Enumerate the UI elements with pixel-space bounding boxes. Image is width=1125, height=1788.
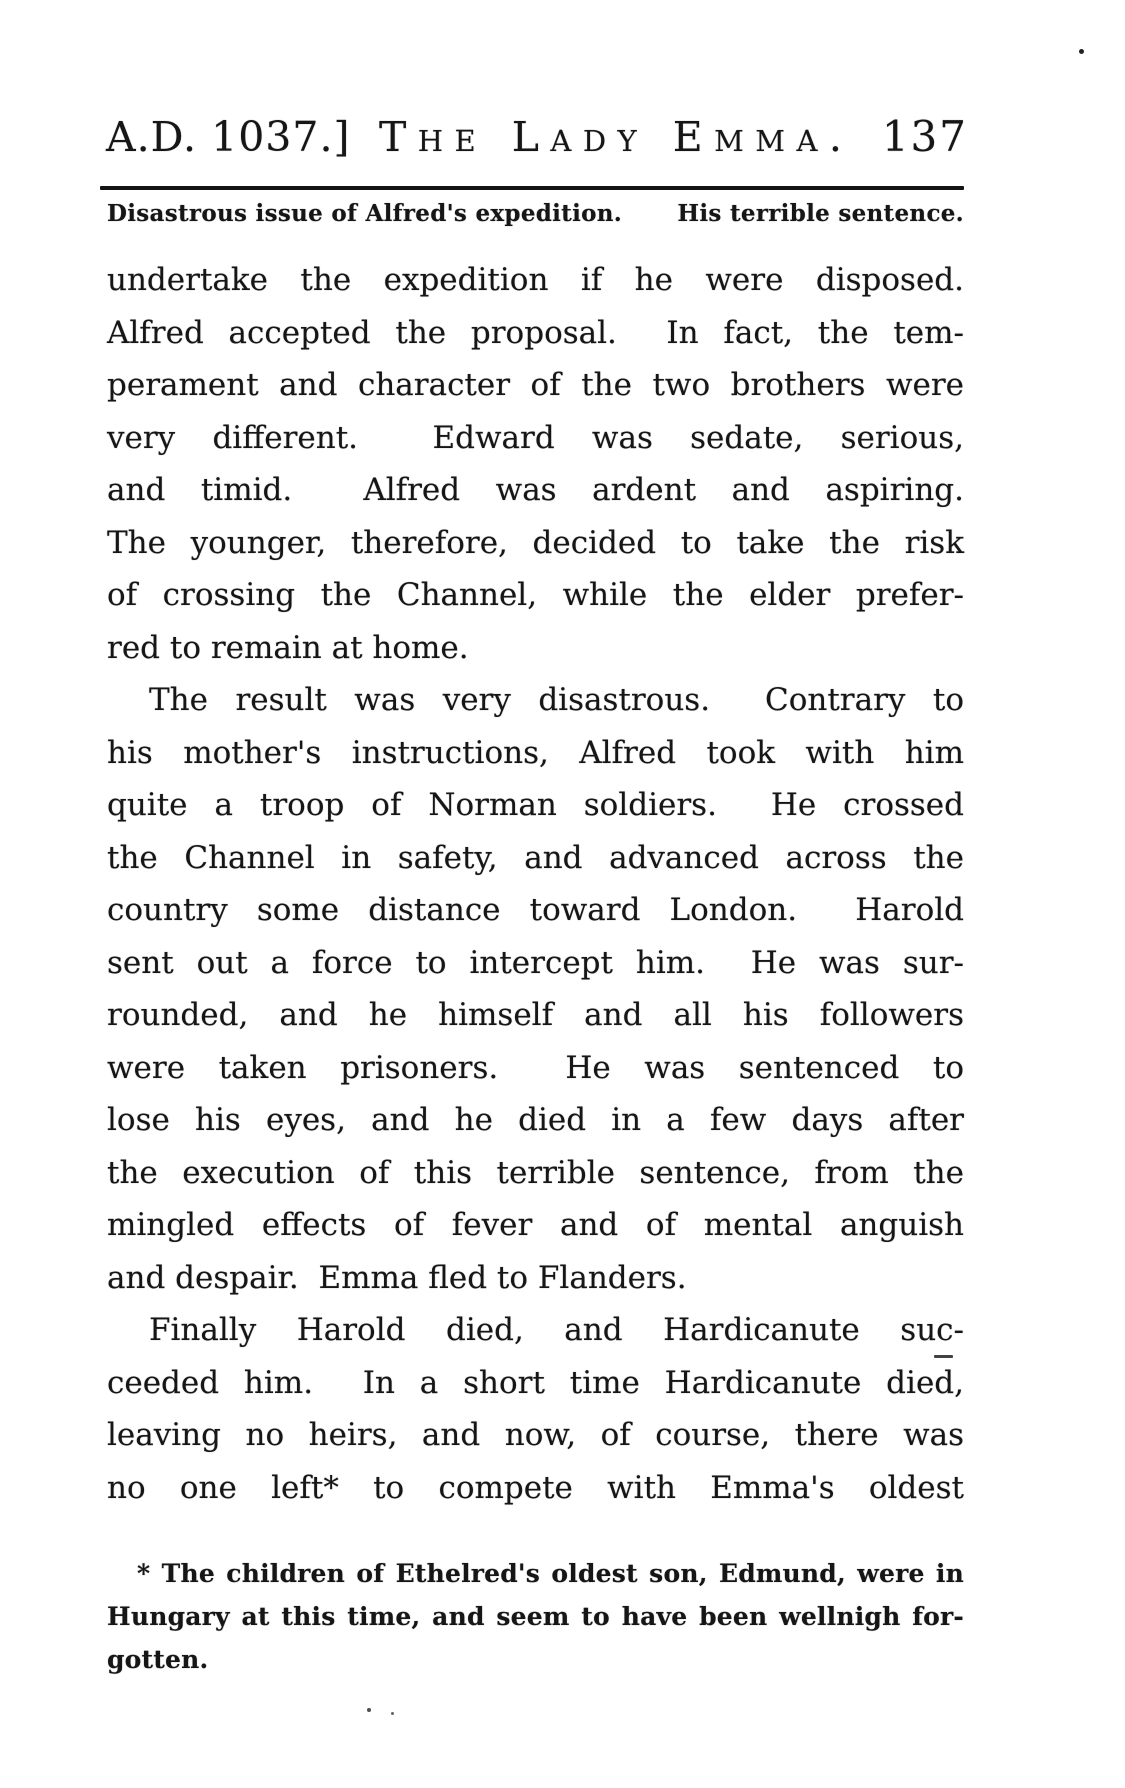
text-line: and timid. Alfred was ardent and aspiring. <box>107 472 964 508</box>
footnote-line: Hungary at this time, and seem to have been wellnigh for- <box>107 1602 964 1631</box>
text-line: ceeded him. In a short time Hardicanute died, <box>107 1364 964 1401</box>
text-line-paragraph-start: Finally Harold died, and Hardicanute suc- <box>149 1312 964 1348</box>
text-line: The younger, therefore, decided to take the risk <box>107 524 964 561</box>
running-head-right: His terrible sentence. <box>677 200 964 227</box>
text-line: country some distance toward London. Harold <box>107 892 964 928</box>
text-line: lose his eyes, and he died in a few days after <box>107 1102 964 1138</box>
footnote <box>107 1552 964 1681</box>
text-line: of crossing the Channel, while the elder prefer- <box>107 577 964 613</box>
text-line: perament and character of the two brothers were <box>107 367 964 403</box>
text-line: the execution of this terrible sentence, from the <box>107 1154 964 1191</box>
text-line: sent out a force to intercept him. He was sur- <box>107 944 964 981</box>
header-date: A.D. 1037.] <box>106 113 351 161</box>
body-text <box>107 254 964 1514</box>
header-rule <box>100 186 964 190</box>
page-title: The Lady Emma. <box>378 113 854 161</box>
text-line: very different. Edward was sedate, serious, <box>107 419 964 456</box>
text-line: rounded, and he himself and all his followers <box>107 997 964 1033</box>
scan-dash-artifact <box>934 1355 953 1358</box>
text-line-paragraph-end: and despair. Emma fled to Flanders. <box>107 1259 687 1296</box>
page-number: 137 <box>881 112 968 161</box>
scan-speck <box>367 1708 371 1712</box>
text-line: no one left* to compete with Emma's oldest <box>107 1469 964 1506</box>
text-line: were taken prisoners. He was sentenced to <box>107 1049 964 1086</box>
running-head-left: Disastrous issue of Alfred's expedition. <box>107 200 623 227</box>
text-line: Alfred accepted the proposal. In fact, the tem- <box>107 314 964 351</box>
text-line: his mother's instructions, Alfred took with him <box>107 734 964 771</box>
text-line: undertake the expedition if he were disposed. <box>107 262 964 298</box>
text-line: quite a troop of Norman soldiers. He crossed <box>107 787 964 823</box>
running-head <box>107 200 964 227</box>
text-line-paragraph-start: The result was very disastrous. Contrary to <box>149 682 964 718</box>
footnote-line: gotten. <box>107 1645 209 1674</box>
text-line: the Channel in safety, and advanced across the <box>107 839 964 876</box>
scan-speck <box>1079 49 1084 54</box>
text-line-paragraph-end: red to remain at home. <box>107 629 469 666</box>
page-header <box>106 112 968 161</box>
text-line: leaving no heirs, and now, of course, there was <box>107 1417 964 1453</box>
text-line: mingled effects of fever and of mental anguish <box>107 1207 964 1243</box>
scan-speck <box>391 1712 394 1715</box>
footnote-line: * The children of Ethelred's oldest son, Edmund, were in <box>137 1559 964 1588</box>
